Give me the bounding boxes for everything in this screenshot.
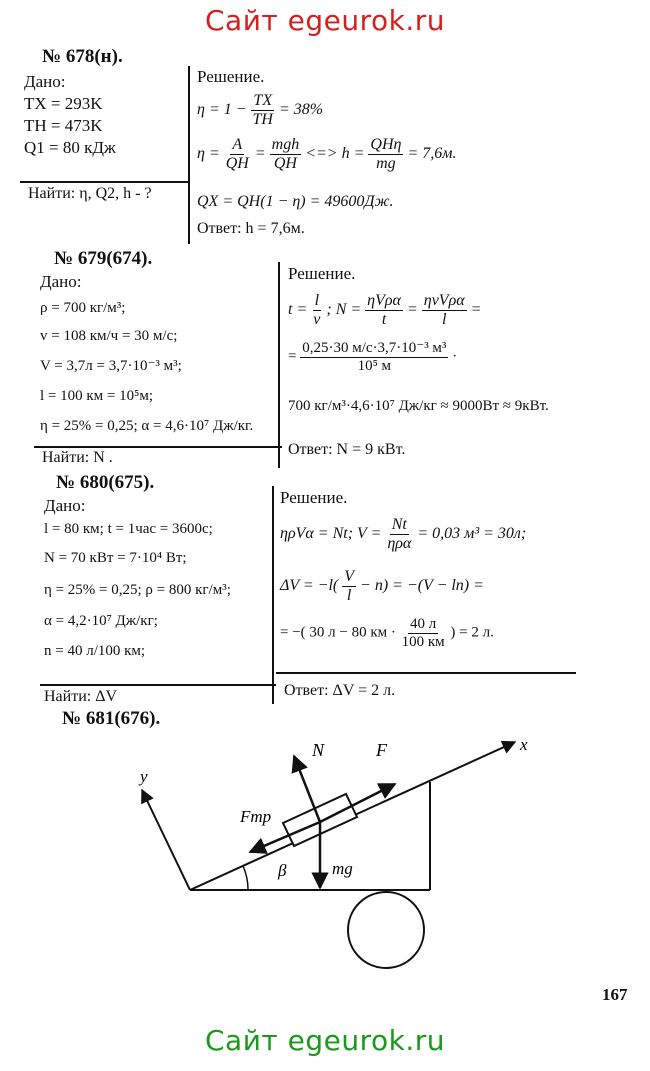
problem-679-find: Найти: N . [42, 449, 113, 466]
problem-680-given-4: α = 4,2·10⁷ Дж/кг; [44, 613, 158, 629]
problem-680-given-2: N = 70 кВт = 7·10⁴ Вт; [44, 550, 187, 566]
problem-678-solution-label: Решение. [197, 67, 265, 86]
problem-681-number: № 681(676). [62, 708, 161, 729]
problem-679-eq1: t = $\frac{l}{v}$ ; N = $\frac{\text{ηVρα}}{t}$ = $\frac{\text{ηvVρα}}{l}$ = [288, 292, 482, 328]
page-number: 167 [602, 985, 628, 1004]
problem-678-given-label: Дано: [24, 72, 66, 91]
problem-678-answer: Ответ: h = 7,6м. [197, 220, 305, 237]
y-axis [142, 790, 190, 890]
friction-force-label: Fтр [240, 807, 272, 826]
problem-680-given-1: l = 80 км; t = 1час = 3600с; [44, 521, 213, 537]
problem-678-given-2: TH = 473K [24, 116, 103, 135]
y-axis-label: y [140, 767, 148, 786]
applied-force-label: F [376, 740, 387, 760]
round-object [348, 892, 424, 968]
problem-680-answer: Ответ: ΔV = 2 л. [284, 682, 396, 699]
problem-679-eq2: = $\frac{\text{0,25·30 м/с·3,7·10⁻³ м³}}{\text{10⁵ м}}$ · [288, 340, 458, 374]
problem-678-find: Найти: η, Q2, h - ? [28, 185, 152, 202]
problem-678-eq1: η = 1 − $\frac{TX}{TH}$ = 38% [197, 92, 324, 128]
problem-679-given-2: v = 108 км/ч = 30 м/с; [40, 328, 178, 344]
gravity-label: mg [332, 859, 353, 878]
problem-680-given-3: η = 25% = 0,25; ρ = 800 кг/м³; [44, 582, 231, 598]
problem-679-given-5: η = 25% = 0,25; α = 4,6·10⁷ Дж/кг. [40, 418, 254, 434]
problem-680-find: Найти: ΔV [44, 688, 118, 705]
beta-arc [243, 866, 248, 890]
problem-679-given-label: Дано: [40, 272, 82, 291]
problem-679-solution-label: Решение. [288, 264, 356, 283]
site-watermark-bottom: Сайт egeurok.ru [205, 1024, 445, 1057]
problem-678-eq3: QX = QH(1 − η) = 49600Дж. [197, 193, 394, 210]
problem-680-given-label: Дано: [44, 496, 86, 515]
normal-force-label: N [312, 740, 325, 760]
site-watermark-top: Сайт egeurok.ru [205, 4, 445, 37]
problem-680-eq3: = −( 30 л − 80 км · $\frac{40 л}{100 км}$ ) = 2 л. [280, 616, 494, 650]
problem-679-given-1: ρ = 700 кг/м³; [40, 300, 126, 316]
problem-679-given-3: V = 3,7л = 3,7·10⁻³ м³; [40, 358, 182, 374]
problem-679-answer: Ответ: N = 9 кВт. [288, 441, 406, 458]
problem-680-solution-label: Решение. [280, 488, 348, 507]
problem-678-number: № 678(н). [42, 46, 123, 67]
x-axis-label: x [520, 735, 528, 754]
problem-678-given-3: Q1 = 80 кДж [24, 138, 116, 157]
problem-679-number: № 679(674). [54, 248, 153, 269]
problem-680-number: № 680(675). [56, 472, 155, 493]
problem-678-given-1: TX = 293K [24, 94, 103, 113]
problem-680-given-5: n = 40 л/100 км; [44, 643, 146, 659]
problem-678-eq2: η = $\frac{A}{QH}$ = $\frac{\text{mgh}}{QH}$ <=> h = $\frac{\text{QHη}}{mg}$ = 7,6м. [197, 136, 457, 172]
beta-label: β [278, 861, 287, 880]
problem-680-eq1: ηρVα = Nt; V = $\frac{Nt}{\text{ηρα}}$ = 0,03 м³ = 30л; [280, 516, 527, 552]
problem-679-given-4: l = 100 км = 10⁵м; [40, 388, 154, 404]
problem-679-eq3: 700 кг/м³·4,6·10⁷ Дж/кг ≈ 9000Вт ≈ 9кВт. [288, 398, 549, 414]
problem-680-eq2: ΔV = −l( $\frac{V}{l}$ − n) = −(V − ln) = [280, 568, 484, 604]
